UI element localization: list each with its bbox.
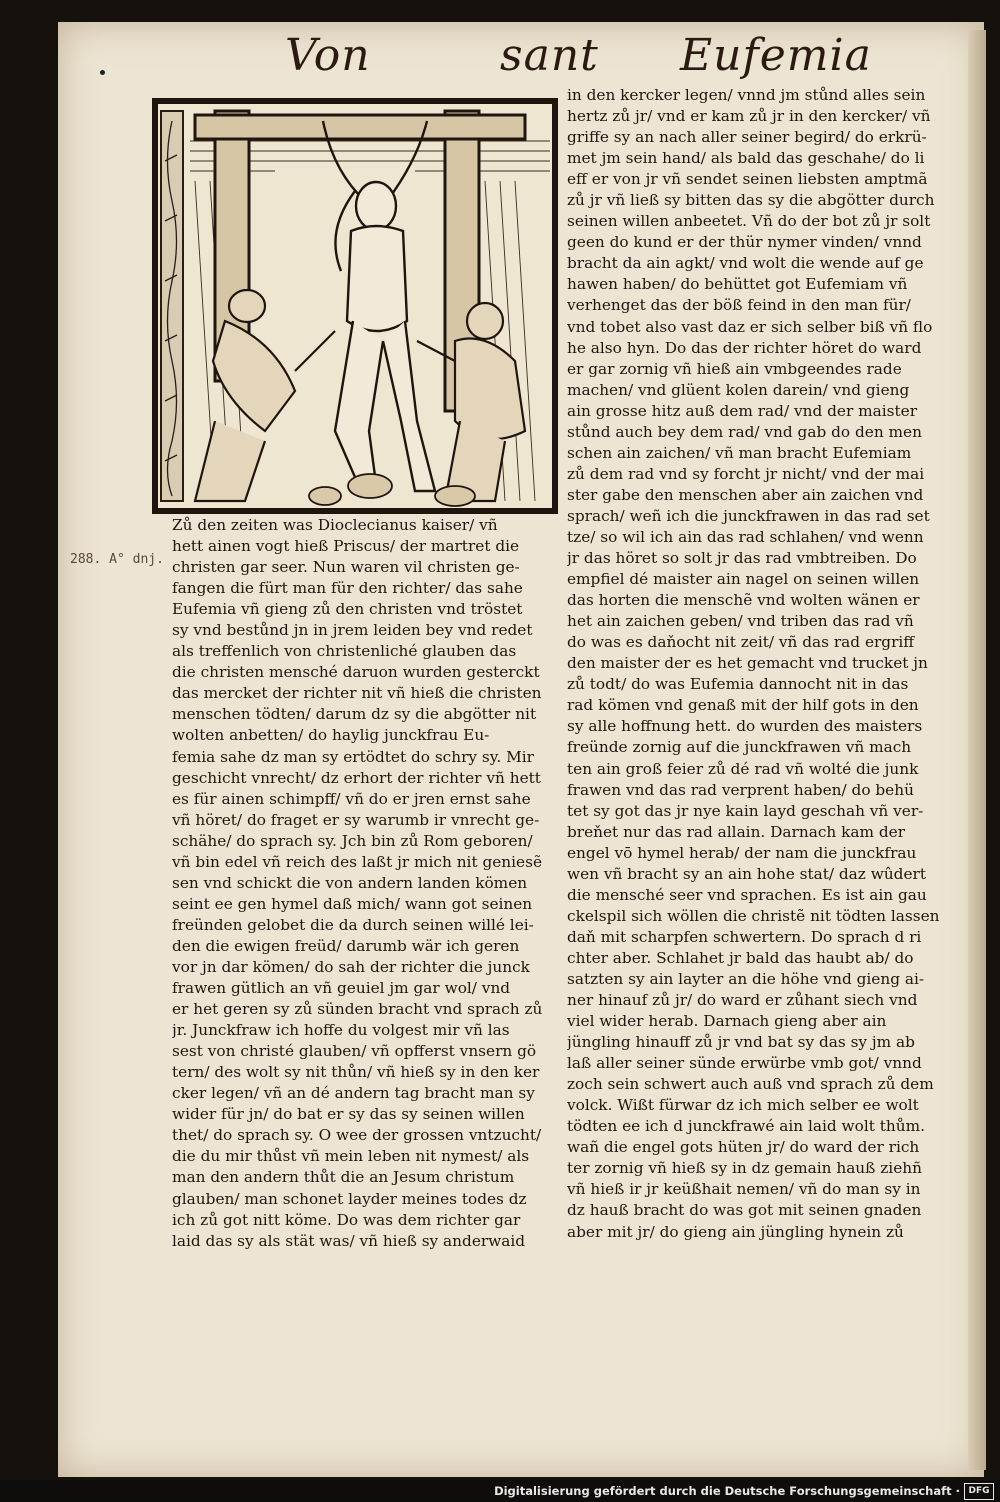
text-line: jr. Junckfraw ich hoffe du volgest mir vñ las — [172, 1021, 510, 1040]
text-line: sy vnd bestůnd jn in jrem leiden bey vnd redet — [172, 621, 533, 640]
text-line: hawen haben/ do behüttet got Eufemiam vñ — [567, 275, 908, 294]
heading-word-von: Von — [285, 30, 371, 81]
dfg-logo-icon: DFG — [964, 1483, 994, 1500]
text-line: verhenget das der böß feind in den man für/ — [567, 296, 911, 315]
text-line: jr das höret so solt jr das rad vmbtreiben. Do — [567, 549, 917, 568]
text-line: glauben/ man schonet layder meines todes dz — [172, 1189, 527, 1208]
text-line: dz hauß bracht do was got mit seinen gnaden — [567, 1201, 922, 1220]
text-line: seint ee gen hymel daß mich/ wann got seinen — [172, 894, 533, 913]
text-line: rad kömen vnd genaß mit der hilf gots in den — [567, 696, 919, 715]
text-column-left — [172, 515, 572, 1252]
text-line: hett ainen vogt hieß Priscus/ der martret die — [172, 537, 520, 556]
text-line: seinen willen anbeetet. Vñ do der bot zů jr solt — [567, 212, 931, 231]
text-line: machen/ vnd glüent kolen darein/ vnd gieng — [567, 380, 910, 399]
text-line: frawen vnd das rad verprent haben/ do behü — [567, 780, 914, 799]
text-line: cker legen/ vñ an dé andern tag bracht man sy — [172, 1084, 535, 1103]
text-line: viel wider herab. Darnach gieng aber ain — [567, 1012, 887, 1031]
text-line: volck. Wißt fürwar dz ich mich selber ee wolt — [567, 1096, 919, 1115]
text-line: tet sy got das jr nye kain layd geschah vñ ver- — [567, 801, 924, 820]
text-line: empfiel dé maister ain nagel on seinen willen — [567, 570, 920, 589]
text-line: es für ainen schimpff/ vñ do er jren ernst sahe — [172, 789, 531, 808]
text-line: den maister der es het gemacht vnd trucket jn — [567, 654, 928, 673]
text-line: zů dem rad vnd sy forcht jr nicht/ vnd der mai — [567, 464, 925, 483]
text-line: tze/ so wil ich ain das rad schlahen/ vnd wenn — [567, 527, 924, 546]
text-line: eff er von jr vñ sendet seinen liebsten amptmã — [567, 170, 928, 189]
text-line: vnd tobet also vast daz er sich selber biß vñ flo — [567, 317, 933, 336]
text-line: do was es daňocht nit zeit/ vñ das rad ergriff — [567, 633, 915, 652]
text-line: das mercket der richter nit vñ hieß die christen — [172, 684, 542, 703]
text-line: ich zů got nitt köme. Do was dem richter gar — [172, 1210, 521, 1229]
text-line: wider für jn/ do bat er sy das sy seinen willen — [172, 1105, 525, 1124]
text-line: jüngling hinauff zů jr vnd bat sy das sy jm ab — [567, 1033, 915, 1052]
text-line: bracht da ain agkt/ vnd wolt die wende auf ge — [567, 254, 924, 273]
text-line: hertz zů jr/ vnd er kam zů jr in den kercker/ vñ — [567, 107, 931, 126]
text-line: femia sahe dz man sy ertödtet do schry sy. Mir — [172, 747, 534, 766]
text-line: thet/ do sprach sy. O wee der grossen vntzucht/ — [172, 1126, 542, 1145]
text-line: die du mir thůst vñ mein leben nit nymest/ als — [172, 1147, 530, 1166]
text-line: er gar zornig vñ hieß ain vmbgeendes rade — [567, 359, 902, 378]
text-line: satzten sy ain layter an die höhe vnd gieng ai- — [567, 969, 925, 988]
text-line: wolten anbetten/ do haylig junckfrau Eu- — [172, 726, 490, 745]
text-column-right — [567, 85, 967, 1243]
text-line: tern/ des wolt sy nit thůn/ vñ hieß sy in den ker — [172, 1063, 540, 1082]
heading-word-eufemia: Eufemia — [680, 30, 872, 81]
text-line: wen vñ bracht sy an ain hohe stat/ daz wûdert — [567, 864, 926, 883]
heading-word-sant: sant — [500, 30, 599, 81]
text-line: er het geren sy zů sünden bracht vnd sprach zů — [172, 1000, 543, 1019]
text-line: wañ die engel gots hüten jr/ do ward der rich — [567, 1138, 920, 1157]
text-line: fangen die fürt man für den richter/ das sahe — [172, 579, 523, 598]
text-line: die mensché seer vnd sprachen. Es ist ain gau — [567, 885, 927, 904]
text-line: zů jr vñ ließ sy bitten das sy die abgötter durch — [567, 191, 935, 210]
footer-bar — [0, 1480, 1000, 1502]
text-line: sest von christé glauben/ vñ opfferst vnsern gö — [172, 1042, 537, 1061]
text-line: als treffenlich von christenliché glauben das — [172, 642, 517, 661]
text-line: geschicht vnrecht/ dz erhort der richter vñ hett — [172, 768, 541, 787]
text-line: freünden gelobet die da durch seinen willé lei- — [172, 915, 534, 934]
text-line: stůnd auch bey dem rad/ vnd gab do den men — [567, 422, 922, 441]
text-line: daň mit scharpfen schwertern. Do sprach d ri — [567, 927, 922, 946]
text-line: frawen gütlich an vñ geuiel jm gar wol/ vnd — [172, 979, 511, 998]
text-line: laid das sy als stät was/ vñ hieß sy anderwaid — [172, 1231, 526, 1250]
text-line: chter aber. Schlahet jr bald das haubt ab/ do — [567, 948, 914, 967]
text-line: sprach/ weñ ich die junckfrawen in das rad set — [567, 506, 930, 525]
text-line: sen vnd schickt die von andern landen kömen — [172, 873, 528, 892]
funding-notice: Digitalisierung gefördert durch die Deutsche Forschungsgemeinschaft · — [494, 1484, 960, 1498]
text-line: vñ hieß ir jr keüßhait nemen/ vñ do man sy in — [567, 1180, 921, 1199]
text-line: schen ain zaichen/ vñ man bracht Eufemiam — [567, 443, 912, 462]
text-line: ner hinauf zů jr/ do ward er zůhant siech vnd — [567, 991, 918, 1010]
text-line: vñ bin edel vñ reich des laßt jr mich nit geniesẽ — [172, 852, 542, 871]
text-line: Zů den zeiten was Dioclecianus kaiser/ vñ — [172, 516, 498, 534]
text-line: den die ewigen freüd/ darumb wär ich geren — [172, 936, 520, 955]
text-line: griffe sy an nach aller seiner begird/ do erkrü- — [567, 128, 927, 147]
woodcut-illustration — [152, 98, 558, 514]
text-line: he also hyn. Do das der richter höret do ward — [567, 338, 922, 357]
text-line: Eufemia vñ gieng zů den christen vnd tröstet — [172, 600, 523, 619]
page-edge — [968, 30, 986, 1470]
text-line: ten ain groß feier zů dé rad vñ wolté die junk — [567, 759, 919, 778]
text-line: zů todt/ do was Eufemia dannocht nit in das — [567, 675, 909, 694]
text-line: vñ höret/ do fraget er sy warumb ir vnrecht ge- — [172, 810, 540, 829]
ink-dot — [100, 70, 105, 75]
text-line: ter zornig vñ hieß sy in dz gemain hauß ziehñ — [567, 1159, 922, 1178]
text-line: geen do kund er der thür nymer vinden/ vnnd — [567, 233, 922, 252]
text-line: die christen mensché daruon wurden gesterckt — [172, 663, 540, 682]
text-line: laß aller seiner sünde erwürbe vmb got/ vnnd — [567, 1054, 922, 1073]
text-line: tödten ee ich d junckfrawé ain laid wolt thům. — [567, 1117, 925, 1136]
text-line: aber mit jr/ do gieng ain jüngling hynein zů — [567, 1222, 904, 1241]
text-line: man den andern thůt die an Jesum christum — [172, 1168, 515, 1187]
text-line: breňet nur das rad allain. Darnach kam der — [567, 822, 906, 841]
text-line: ster gabe den menschen aber ain zaichen vnd — [567, 485, 924, 504]
text-line: ckelspil sich wöllen die christẽ nit tödten lassen — [567, 906, 940, 925]
margin-note: 288. A° dnj. — [70, 552, 164, 567]
text-line: het ain zaichen geben/ vnd triben das rad vñ — [567, 612, 914, 631]
text-line: das horten die menschẽ vnd wolten wänen er — [567, 591, 920, 610]
text-line: sy alle hoffnung hett. do wurden des maisters — [567, 717, 923, 736]
text-line: ain grosse hitz auß dem rad/ vnd der maister — [567, 401, 918, 420]
text-line: menschen tödten/ darum dz sy die abgötter nit — [172, 705, 537, 724]
text-line: in den kercker legen/ vnnd jm stůnd alles sein — [567, 86, 926, 104]
text-line: christen gar seer. Nun waren vil christen ge- — [172, 558, 520, 577]
text-line: engel vō hymel herab/ der nam die junckfrau — [567, 843, 917, 862]
text-line: met jm sein hand/ als bald das geschahe/ do li — [567, 149, 925, 168]
text-line: vor jn dar kömen/ do sah der richter die junck — [172, 957, 530, 976]
text-line: schähe/ do sprach sy. Jch bin zů Rom geboren/ — [172, 831, 533, 850]
text-line: zoch sein schwert auch auß vnd sprach zů dem — [567, 1075, 934, 1094]
text-line: freünde zornig auf die junckfrawen vñ mach — [567, 738, 912, 757]
